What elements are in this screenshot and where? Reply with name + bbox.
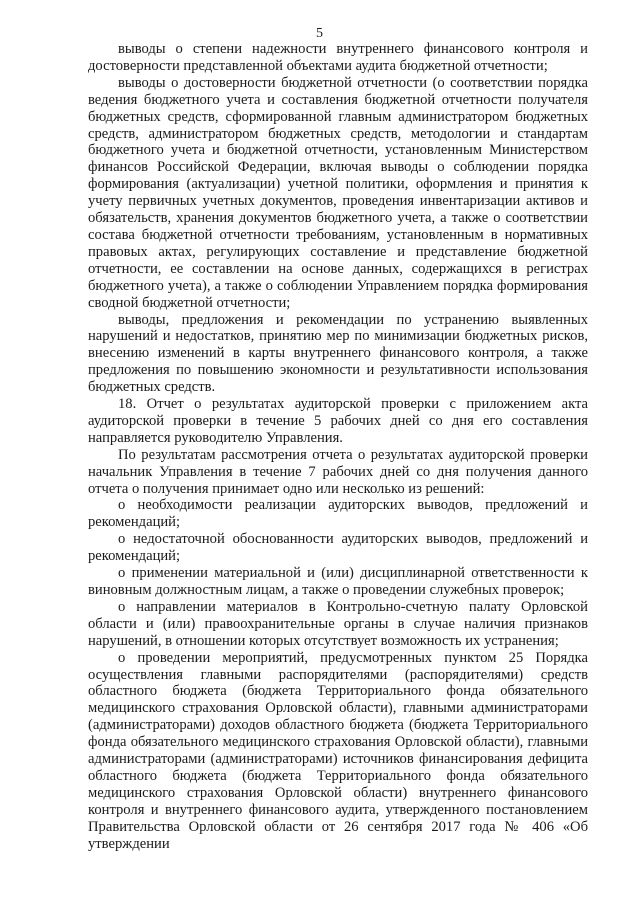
paragraph-review-results: По результатам рассмотрения отчета о результатах аудиторской проверки начальник Управления в течение 7 рабочих дней со дня получения данного отчета о получения принимает одно или несколько из решений: — [88, 446, 588, 497]
page-number: 5 — [316, 26, 323, 41]
paragraph-decision-liability: о применении материальной и (или) дисциплинарной ответственности к виновным должностным лицам, а также о проведении служебных проверок; — [88, 565, 588, 598]
paragraph-reporting-accuracy-conclusions: выводы о достоверности бюджетной отчетности (о соответствии порядка ведения бюджетного учета и составления бюджетной отчетности получателя бюджетных средств, сформированной главным администратором бюджетных средств, администратором бюджетных средств, методологии и стандартам бюджетного учета и бюджетной отчетности, установленным Министерством финансов Российской Федерации, включая выводы о соблюдении порядка формирования (актуализации) учетной политики, оформления и принятия к учету первичных учетных документов, проведения инвентаризации активов и обязательств, хранения документов бюджетного учета, а также о соответствии состава бюджетной отчетности требованиям, установленным в нормативных правовых актах, регулирующих составление и представление бюджетной отчетности, ее составлении на основе данных, содержащихся в регистрах бюджетного учета), а также о соблюдении Управлением порядка формирования сводной бюджетной отчетности; — [88, 74, 588, 311]
paragraph-recommendations: выводы, предложения и рекомендации по устранению выявленных нарушений и недостатков, принятию мер по минимизации бюджетных рисков, внесению изменений в карты внутреннего финансового контроля, а также предложения по повышению экономности и результативности использования бюджетных средств. — [88, 311, 588, 396]
paragraph-reliability-conclusions: выводы о степени надежности внутреннего финансового контроля и достоверности представленной объектами аудита бюджетной отчетности; — [88, 41, 588, 74]
paragraph-decision-measures: о проведении мероприятий, предусмотренных пунктом 25 Порядка осуществления главными распорядителями (распорядителями) средств областного бюджета (бюджета Территориального фонда обязательного медицинского страхования Орловской области), главными администраторами (администраторами) доходов областного бюджета (бюджета Территориального фонда обязательного медицинского страхования Орловской области), главными администраторами (администраторами) источников финансирования дефицита областного бюджета (бюджета Территориального фонда обязательного медицинского страхования Орловской области) внутреннего финансового контроля и внутреннего финансового аудита, утвержденного постановлением Правительства Орловской области от 26 сентября 2017 года № 406 «Об утверждении — [88, 649, 588, 852]
paragraph-decision-insufficient: о недостаточной обоснованности аудиторских выводов, предложений и рекомендаций; — [88, 531, 588, 565]
paragraph-decision-implementation: о необходимости реализации аудиторских выводов, предложений и рекомендаций; — [88, 497, 588, 531]
paragraph-decision-referral: о направлении материалов в Контрольно-счетную палату Орловской области и (или) правоохранительные органы в случае наличия признаков нарушений, в отношении которых отсутствует возможность их устранения; — [88, 598, 588, 649]
document-body — [88, 41, 588, 853]
paragraph-item-18: 18. Отчет о результатах аудиторской проверки с приложением акта аудиторской проверки в течение 5 рабочих дней со дня его составления направляется руководителю Управления. — [88, 396, 588, 446]
